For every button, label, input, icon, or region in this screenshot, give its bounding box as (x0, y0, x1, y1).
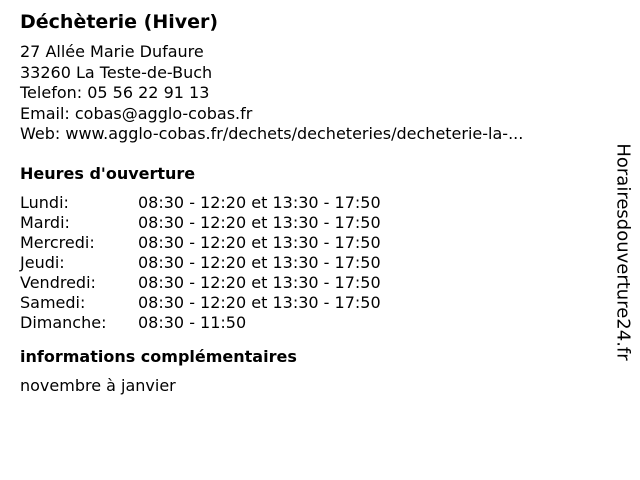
hours-row-jeudi (20, 253, 600, 273)
time-range: 08:30 - 12:20 et 13:30 - 17:50 (138, 212, 381, 232)
day-label: Lundi: (20, 192, 69, 212)
business-card (20, 10, 600, 396)
phone-number: Telefon: 05 56 22 91 13 (20, 83, 210, 102)
hours-row-lundi (20, 193, 600, 213)
info-text: novembre à janvier (20, 375, 176, 395)
city-address: 33260 La Teste-de-Buch (20, 62, 213, 82)
site-watermark: Horairesdouverture24.fr (612, 143, 634, 361)
hours-row-dimanche (20, 313, 600, 333)
info-heading: informations complémentaires (20, 346, 297, 366)
time-range: 08:30 - 11:50 (138, 312, 247, 332)
time-range: 08:30 - 12:20 et 13:30 - 17:50 (138, 192, 381, 212)
address-block (20, 42, 600, 145)
day-label: Dimanche: (20, 312, 107, 332)
street-address: 27 Allée Marie Dufaure (20, 42, 204, 61)
page-title: Déchèterie (Hiver) (20, 11, 219, 33)
day-label: Mercredi: (20, 232, 95, 252)
hours-heading: Heures d'ouverture (20, 163, 196, 183)
day-label: Mardi: (20, 212, 70, 232)
day-label: Vendredi: (20, 272, 96, 292)
website-link[interactable]: Web: www.agglo-cobas.fr/dechets/decheteries/decheterie-la-... (20, 124, 524, 143)
day-label: Samedi: (20, 292, 86, 312)
time-range: 08:30 - 12:20 et 13:30 - 17:50 (138, 232, 381, 252)
hours-row-mardi (20, 213, 600, 233)
email-address: Email: cobas@agglo-cobas.fr (20, 103, 253, 123)
hours-row-samedi (20, 293, 600, 313)
day-label: Jeudi: (20, 252, 65, 272)
hours-row-vendredi (20, 273, 600, 293)
hours-table (20, 193, 600, 333)
time-range: 08:30 - 12:20 et 13:30 - 17:50 (138, 252, 381, 272)
time-range: 08:30 - 12:20 et 13:30 - 17:50 (138, 272, 381, 292)
hours-row-mercredi (20, 233, 600, 253)
time-range: 08:30 - 12:20 et 13:30 - 17:50 (138, 292, 381, 312)
